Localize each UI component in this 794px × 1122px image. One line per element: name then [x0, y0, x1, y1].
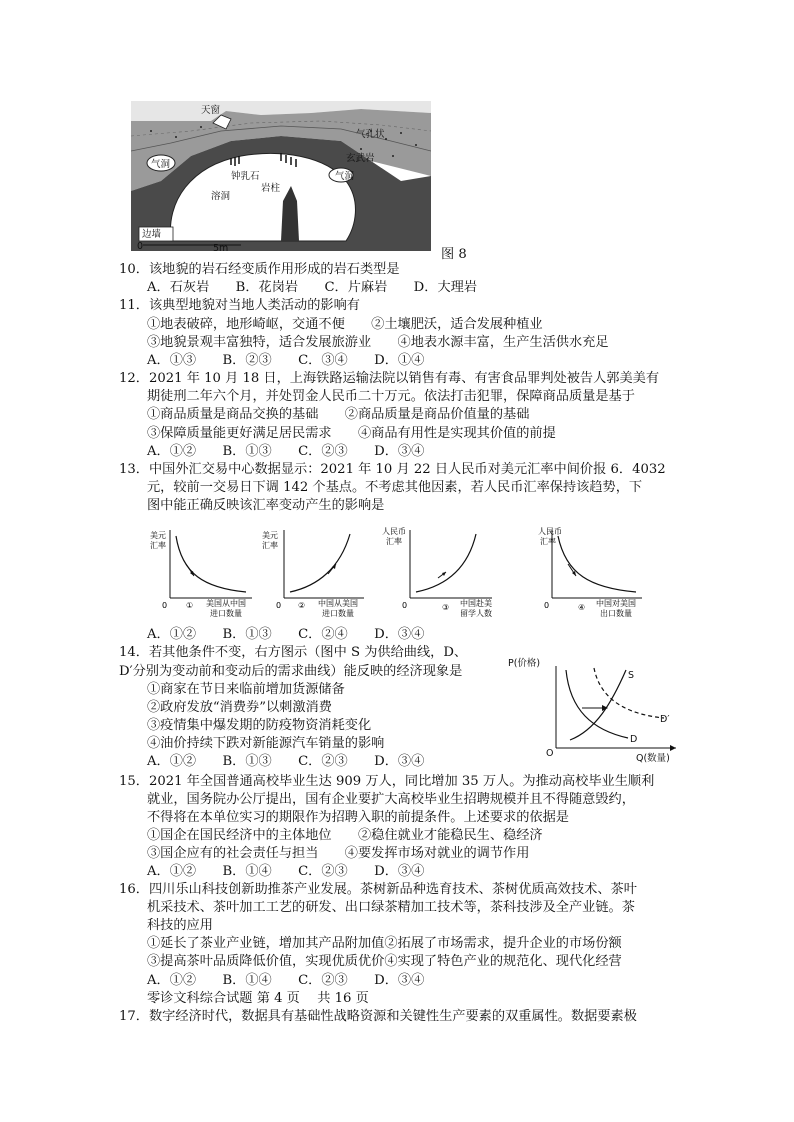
q13-c4-xlabel-1: 中国对美国	[596, 599, 636, 608]
label-stalactite: 钟乳石	[231, 171, 260, 182]
q13-c2-num: ②	[298, 601, 306, 610]
q16-options: A．①② B．①④ C．②③ D．③④	[147, 973, 425, 988]
label-scale: 5m	[213, 243, 229, 251]
q16-stem-line-2: 机采技术、茶叶加工工艺的研发、出口绿茶精加工技术等，茶科技涉及全产业链。茶	[147, 900, 635, 915]
q15-statement-1: ①国企在国民经济中的主体地位 ②稳住就业才能稳民生、稳经济	[147, 828, 543, 843]
q13-c4-xlabel-2: 出口数量	[600, 609, 632, 618]
q14-stem-line-1: 14．若其他条件不变，右方图示（图中 S 为供给曲线，D、	[119, 645, 468, 660]
q12-options: A．①② B．①③ C．②③ D．③④	[147, 444, 425, 459]
q14-options: A．①② B．①③ C．②③ D．③④	[147, 754, 425, 769]
q14-graph-label-d-prime: D′	[660, 714, 670, 725]
q13-c1-num: ①	[186, 601, 194, 610]
q12-statement-2: ③保障质量能更好满足居民需求 ④商品有用性是实现其价值的前提	[147, 426, 556, 441]
q13-c4-ylabel-2: 汇率	[540, 537, 556, 546]
q13-chart-4	[530, 520, 646, 620]
page-footer: 零诊文科综合试题 第 4 页 共 16 页	[147, 991, 369, 1006]
q11-options: A．①③ B．②③ C．③④ D．①④	[147, 353, 425, 368]
q12-stem-line-1: 12．2021 年 10 月 18 日，上海铁路运输法院以销售有毒、有害食品罪判处被告人郭美美有	[119, 371, 660, 386]
q11-statement-2: ③地貌景观丰富独特，适合发展旅游业 ④地表水源丰富，生产生活供水充足	[147, 335, 609, 350]
q17-stem-line-1: 17．数字经济时代，数据具有基础性战略资源和关键性生产要素的双重属性。数据要素极	[119, 1009, 637, 1024]
label-gas-cave-right: 气洞	[335, 171, 355, 182]
q16-stem-line-3: 科技的应用	[147, 918, 213, 933]
q13-stem-line-1: 13．中国外汇交易中心数据显示：2021 年 10 月 22 日人民币对美元汇率中间价报 6．4032	[119, 462, 666, 477]
q13-chart-2	[258, 524, 368, 618]
q13-c1-ylabel-2: 汇率	[150, 541, 166, 550]
label-basalt: 玄武岩	[346, 153, 375, 164]
q14-stem-line-2: D′分别为变动前和变动后的需求曲线）能反映的经济现象是	[119, 664, 463, 679]
q14-graph-xlabel: Q(数量)	[636, 753, 670, 764]
q13-options: A．①② B．①③ C．②④ D．③④	[147, 627, 425, 642]
q13-c3-ylabel-1: 人民币	[382, 527, 406, 536]
q10-options: A．石灰岩 B．花岗岩 C．片麻岩 D．大理岩	[147, 280, 478, 295]
q10-stem: 10．该地貌的岩石经变质作用形成的岩石类型是	[119, 262, 400, 277]
q13-c4-origin: 0	[544, 601, 550, 610]
q13-c3-origin: 0	[402, 601, 408, 610]
q14-supply-demand-graph	[508, 652, 688, 764]
q13-c3-xlabel-2: 留学人数	[460, 609, 492, 618]
q11-stem: 11．该典型地貌对当地人类活动的影响有	[119, 298, 360, 313]
q13-c1-xlabel-1: 美国从中国	[206, 599, 246, 608]
q14-statement-1: ①商家在节日来临前增加货源储备	[147, 682, 345, 697]
q13-chart-3	[380, 520, 496, 620]
q13-c2-xlabel-2: 进口数量	[322, 609, 354, 618]
geology-cross-section	[131, 101, 431, 251]
label-cave: 溶洞	[211, 191, 231, 202]
q14-statement-2: ②政府发放“消费券”以刺激消费	[147, 700, 332, 715]
q13-stem-line-2: 元，较前一交易日下调 142 个基点。不考虑其他因素，若人民币汇率保持该趋势，下	[147, 480, 643, 495]
q16-statement-2: ③提高茶叶品质降低价值，实现优质优价④实现了特色产业的规范化、现代化经营	[147, 954, 622, 969]
figure-8-diagram	[131, 101, 431, 251]
q13-c3-xlabel-1: 中国赴美	[460, 599, 492, 608]
q13-c1-origin: 0	[162, 601, 168, 610]
figure-8-caption: 图 8	[441, 247, 467, 262]
q14-graph-label-s: S	[628, 670, 635, 681]
q12-statement-1: ①商品质量是商品交换的基础 ②商品质量是商品价值量的基础	[147, 407, 530, 422]
q13-c4-num: ④	[578, 603, 586, 612]
q15-options: A．①② B．①④ C．②③ D．③④	[147, 864, 425, 879]
q13-c2-ylabel-2: 汇率	[262, 541, 278, 550]
q15-stem-line-3: 不得将在本单位实习的期限作为招聘入职的前提条件。上述要求的依据是	[147, 810, 569, 825]
q13-c4-ylabel-1: 人民币	[538, 527, 562, 536]
q16-stem-line-1: 16．四川乐山科技创新助推茶产业发展。茶树新品种选育技术、茶树优质高效技术、茶叶	[119, 882, 637, 897]
q15-statement-2: ③国企应有的社会责任与担当 ④要发挥市场对就业的调节作用	[147, 846, 530, 861]
q14-statement-4: ④油价持续下跌对新能源汽车销量的影响	[147, 736, 385, 751]
q13-c2-origin: 0	[276, 601, 282, 610]
q13-c3-num: ③	[442, 603, 450, 612]
q14-graph-label-d: D	[630, 734, 638, 745]
q15-stem-line-2: 就业，国务院办公厅提出，国有企业要扩大高校毕业生招聘规模并且不得随意毁约，	[147, 792, 635, 807]
label-vesicle: 气孔状	[356, 129, 385, 140]
q13-chart-1	[148, 524, 254, 618]
label-pillar: 岩柱	[261, 183, 281, 194]
label-wall: 边墙	[142, 229, 162, 240]
q13-c2-xlabel-1: 中国从美国	[318, 599, 358, 608]
q14-graph-origin: O	[546, 748, 554, 759]
q15-stem-line-1: 15．2021 年全国普通高校毕业生达 909 万人，同比增加 35 万人。为推动高校毕业生顺利	[119, 774, 655, 789]
q16-statement-1: ①延长了茶业产业链，增加其产品附加值②拓展了市场需求，提升企业的市场份额	[147, 936, 622, 951]
q13-c1-xlabel-2: 进口数量	[210, 609, 242, 618]
q14-statement-3: ③疫情集中爆发期的防疫物资消耗变化	[147, 718, 372, 733]
q13-c3-ylabel-2: 汇率	[386, 537, 402, 546]
q13-c1-ylabel-1: 美元	[150, 531, 166, 540]
q12-stem-line-2: 期徒刑二年六个月，并处罚金人民币二十万元。依法打击犯罪，保障商品质量是基于	[147, 389, 635, 404]
label-origin: 0	[137, 241, 144, 251]
q14-graph-ylabel: P(价格)	[508, 658, 541, 669]
q13-c2-ylabel-1: 美元	[262, 531, 278, 540]
q13-stem-line-3: 图中能正确反映该汇率变动产生的影响是	[147, 498, 385, 513]
q11-statement-1: ①地表破碎，地形崎岖，交通不便 ②土壤肥沃，适合发展种植业	[147, 317, 543, 332]
label-gas-cave-left: 气洞	[151, 159, 171, 170]
label-skylight: 天窗	[201, 105, 221, 116]
